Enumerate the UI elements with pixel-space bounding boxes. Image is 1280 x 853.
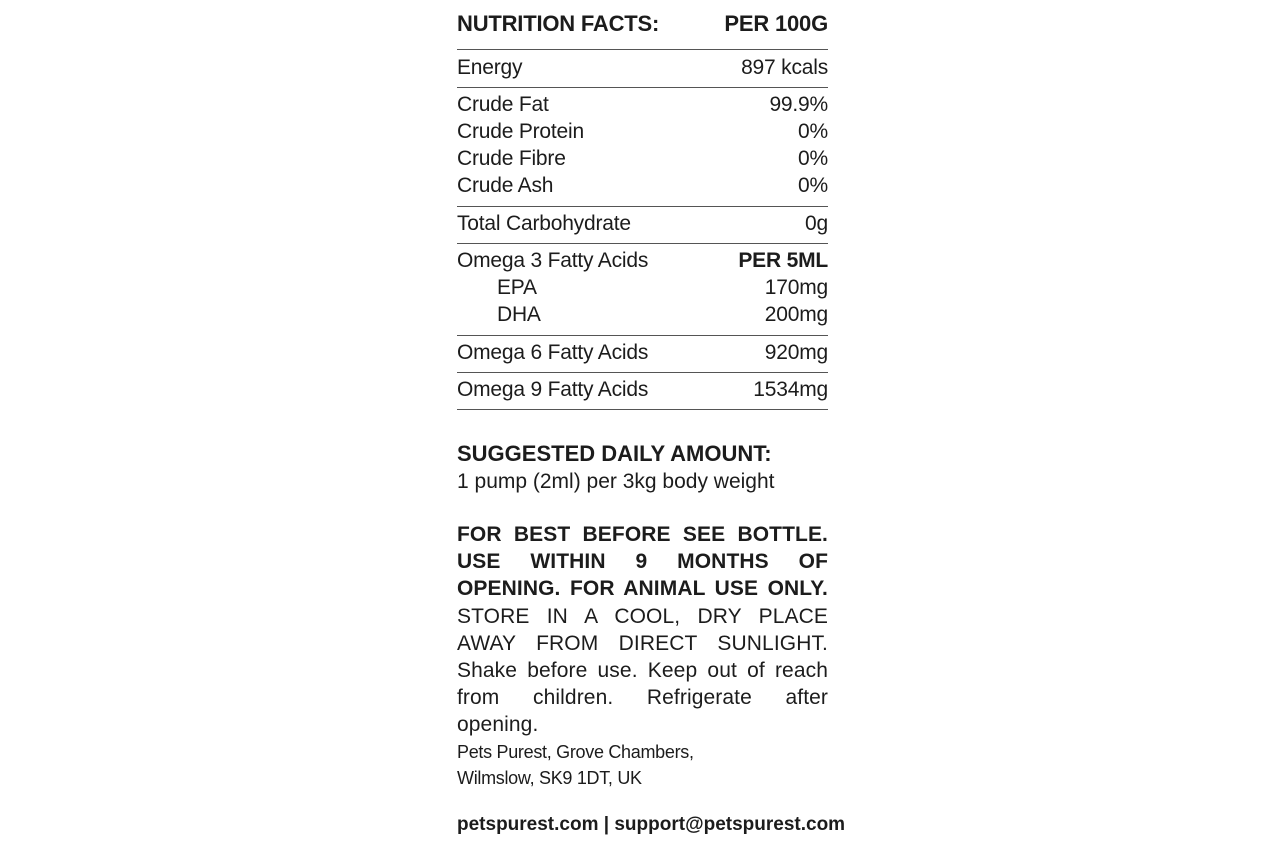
address-line-1: Pets Purest, Grove Chambers, [457,742,694,762]
energy-value: 897 kcals [741,56,828,79]
omega3-row [457,247,828,274]
crude-ash-label: Crude Ash [457,174,554,197]
crude-ash-row [457,172,828,199]
omega9-row [457,376,828,403]
carbohydrate-value: 0g [805,212,828,235]
omega6-label: Omega 6 Fatty Acids [457,341,649,364]
storage-text: STORE IN A COOL, DRY PLACE AWAY FROM DIRECT SUNLIGHT. Shake before use. Keep out of reach from children. Refrigerate after opening. [457,604,828,737]
nutrition-title: NUTRITION FACTS: [457,11,660,36]
per-5ml-heading: PER 5ML [738,249,828,272]
company-address [457,739,828,791]
address-line-2: Wilmslow, SK9 1DT, UK [457,768,642,788]
storage-instructions [457,521,828,739]
contact-line: petspurest.com | support@petspurest.com [457,814,846,835]
crude-fat-row [457,91,828,118]
per-100g-heading: PER 100G [724,11,828,36]
carbohydrate-label: Total Carbohydrate [457,212,631,235]
divider [457,243,828,244]
dha-row [457,301,828,328]
suggested-text: 1 pump (2ml) per 3kg body weight [457,470,775,493]
nutrition-header [457,10,828,37]
omega3-group [457,247,828,328]
epa-row [457,274,828,301]
epa-label: EPA [497,276,537,299]
divider [457,372,828,373]
crude-fibre-label: Crude Fibre [457,147,566,170]
omega9-value: 1534mg [753,378,828,401]
storage-warning-bold: FOR BEST BEFORE SEE BOTTLE. USE WITHIN 9 MONTHS OF OPENING. FOR ANIMAL USE ONLY. [457,523,828,601]
omega6-row [457,339,828,366]
energy-row [457,54,828,81]
suggested-daily-amount [457,440,828,496]
divider [457,409,828,410]
crude-protein-label: Crude Protein [457,120,584,143]
suggested-title: SUGGESTED DAILY AMOUNT: [457,441,772,466]
epa-value: 170mg [764,276,828,299]
crude-fibre-row [457,145,828,172]
divider [457,87,828,88]
crude-group [457,91,828,199]
crude-protein-row [457,118,828,145]
energy-label: Energy [457,56,523,79]
crude-fibre-value: 0% [798,147,828,170]
omega3-label: Omega 3 Fatty Acids [457,249,649,272]
omega6-value: 920mg [764,341,828,364]
crude-fat-value: 99.9% [769,93,828,116]
dha-value: 200mg [764,303,828,326]
carbohydrate-row [457,210,828,237]
crude-protein-value: 0% [798,120,828,143]
crude-ash-value: 0% [798,174,828,197]
dha-label: DHA [497,303,541,326]
divider [457,206,828,207]
omega9-label: Omega 9 Fatty Acids [457,378,649,401]
divider [457,335,828,336]
divider [457,49,828,50]
crude-fat-label: Crude Fat [457,93,549,116]
